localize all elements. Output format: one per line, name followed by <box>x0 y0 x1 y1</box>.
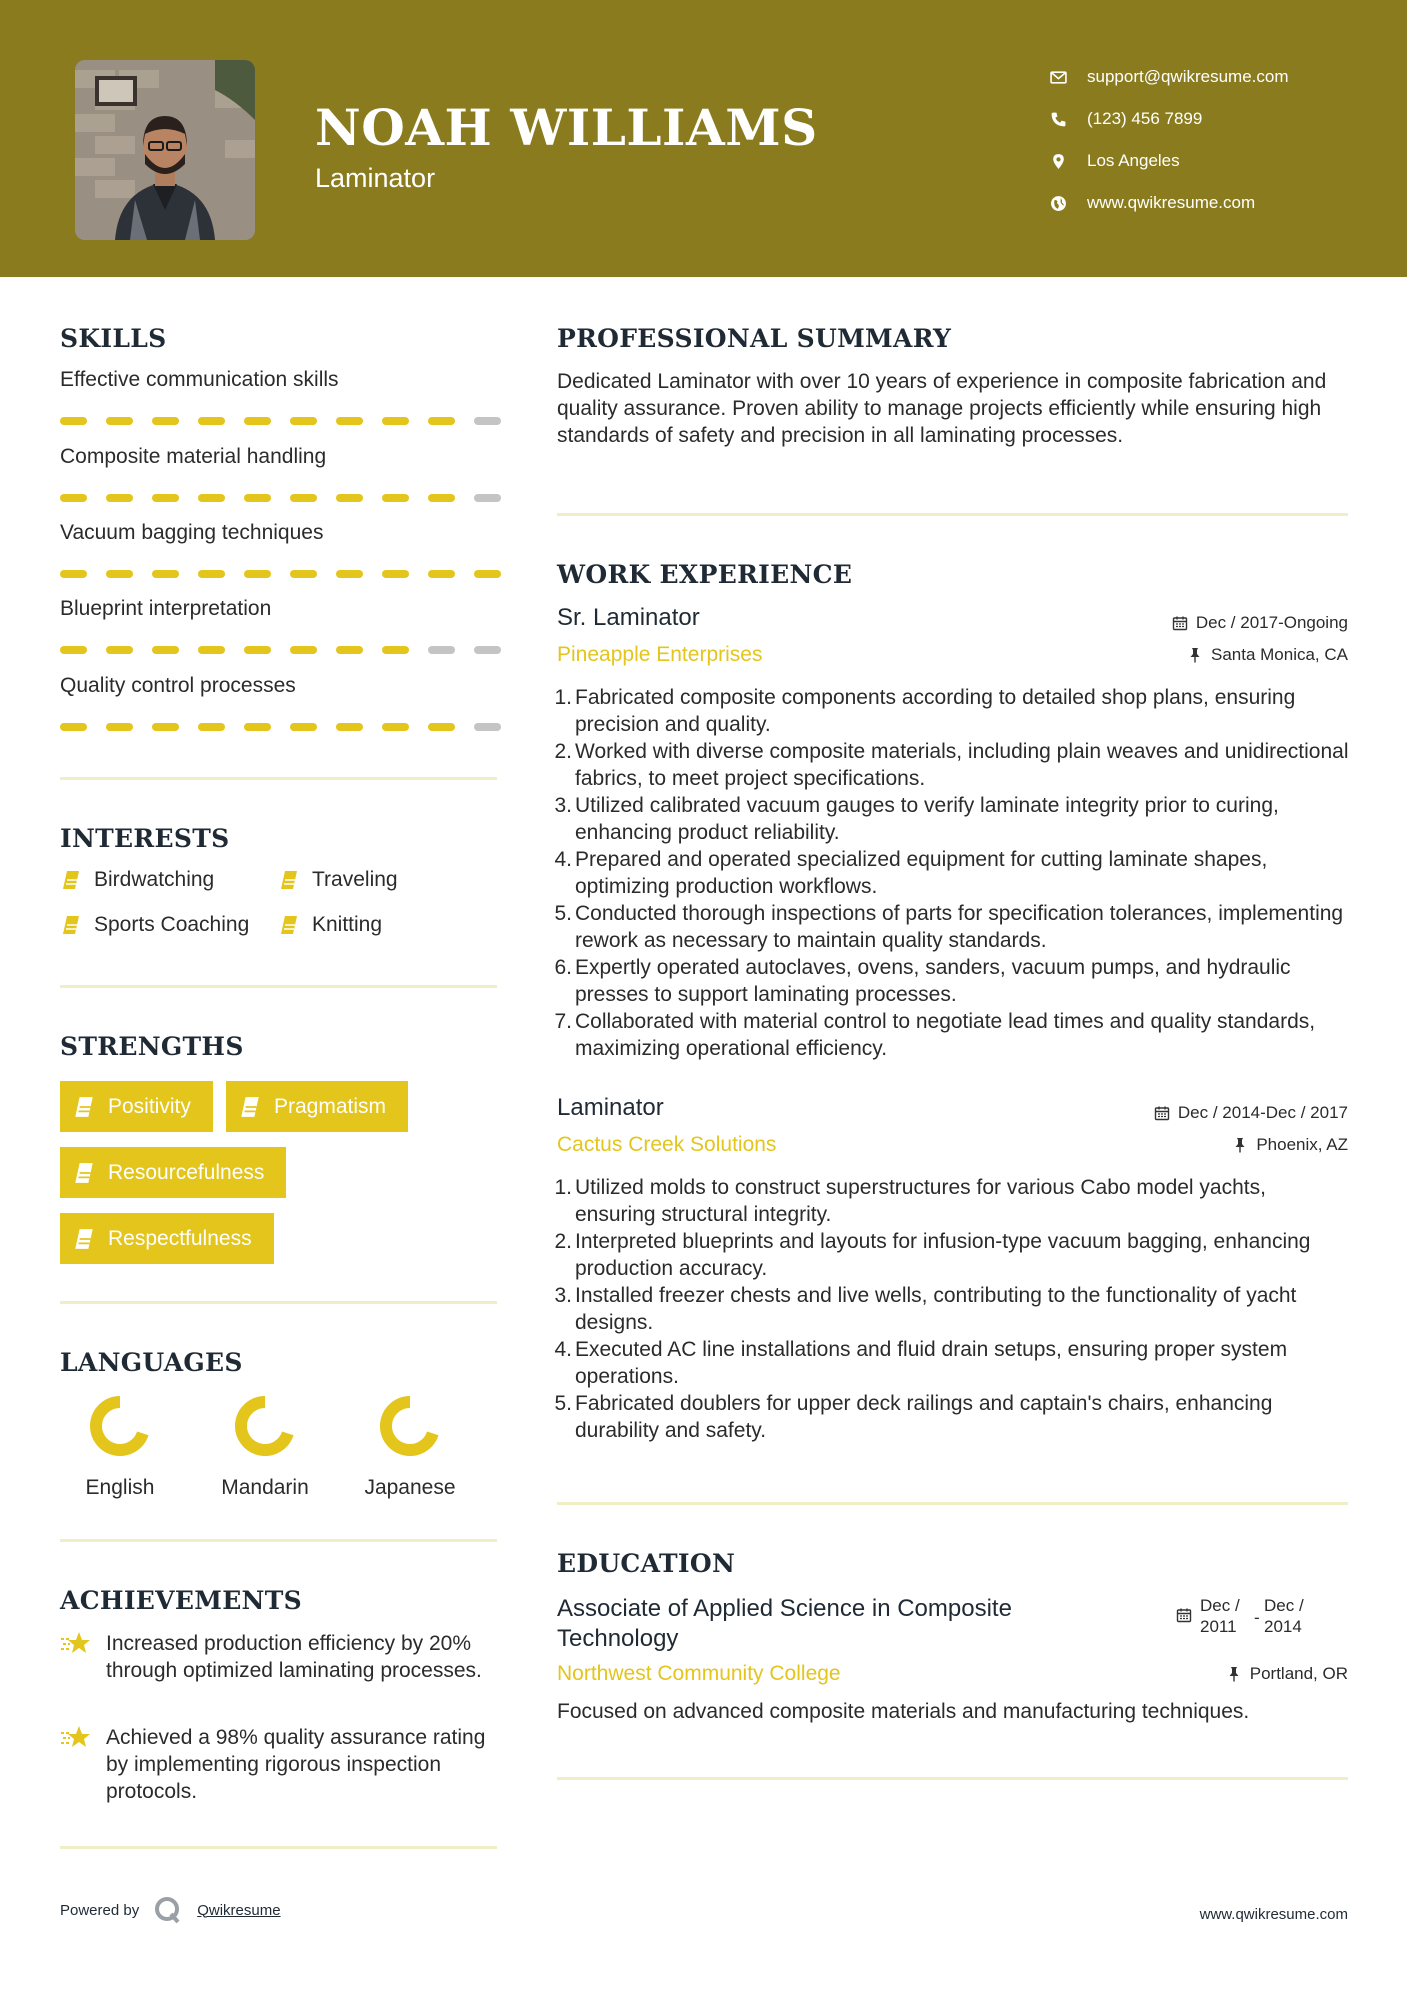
footer-powered-by <box>60 1895 281 1925</box>
edu-start-month: Dec / <box>1200 1596 1240 1615</box>
education-location <box>1226 1664 1348 1684</box>
company-name: Cactus Creek Solutions <box>557 1133 777 1156</box>
contact-website[interactable] <box>1050 182 1390 224</box>
summary-text: Dedicated Laminator with over 10 years of experience in composite fabrication and quality assurance. Proven ability to manage projects efficiently while ensuring high standards of safety and precision in all laminating processes. <box>557 370 1327 447</box>
skill-dot-filled <box>60 570 87 578</box>
strength-badge <box>60 1213 274 1264</box>
skill-dot-empty <box>428 646 455 654</box>
skill-dot-filled <box>290 417 317 425</box>
skill-dot-filled <box>106 494 133 502</box>
skill-dot-filled <box>382 417 409 425</box>
phone-icon <box>1050 111 1087 128</box>
job-location <box>1187 645 1348 665</box>
strength-badge <box>60 1147 286 1198</box>
skill-dot-filled <box>60 417 87 425</box>
edu-date-separator: - <box>1254 1608 1260 1627</box>
skill-dot-filled <box>336 646 363 654</box>
skill-label: Composite material handling <box>60 445 327 468</box>
job-location-text: Santa Monica, CA <box>1210 645 1348 664</box>
skills-heading: SKILLS <box>60 324 167 353</box>
language-name: English <box>85 1476 155 1499</box>
language-level-ring <box>380 1396 440 1456</box>
company-name: Pineapple Enterprises <box>557 643 763 666</box>
book-icon <box>60 914 82 936</box>
job-bullet: 5. Fabricated doublers for upper deck railings and captain's chairs, enhancing durability and safety. <box>554 1392 1273 1442</box>
skill-dot-filled <box>428 570 455 578</box>
job-bullet: 3. Installed freezer chests and live wells, contributing to the functionality of yacht designs. <box>554 1284 1297 1334</box>
skill-label: Effective communication skills <box>60 368 339 391</box>
skill-rating <box>60 417 520 425</box>
header-band <box>0 0 1407 277</box>
skill-dot-filled <box>244 417 271 425</box>
job-bullets <box>550 1174 1350 1444</box>
language-level-ring <box>235 1396 295 1456</box>
contact-phone-text: (123) 456 7899 <box>1087 109 1203 128</box>
calendar-icon <box>1172 615 1188 631</box>
job-dates-text: Dec / 2017-Ongoing <box>1195 613 1348 632</box>
job-bullets <box>550 684 1350 1062</box>
section-divider <box>60 777 497 780</box>
skill-label: Quality control processes <box>60 674 296 697</box>
contact-phone[interactable] <box>1050 98 1390 140</box>
education-heading: EDUCATION <box>557 1549 736 1578</box>
book-icon <box>278 914 300 936</box>
job-bullet: 3. Utilized calibrated vacuum gauges to verify laminate integrity prior to curing, enhancing product reliability. <box>554 794 1279 844</box>
skill-dot-filled <box>60 494 87 502</box>
section-divider <box>60 1846 497 1849</box>
qwikresume-logo-icon <box>153 1895 183 1925</box>
skill-dot-filled <box>290 723 317 731</box>
interest-label: Birdwatching <box>94 868 215 891</box>
skill-rating <box>60 723 520 731</box>
skill-dot-filled <box>382 494 409 502</box>
language-level-ring <box>90 1396 150 1456</box>
skill-dot-filled <box>428 494 455 502</box>
skill-dot-filled <box>106 646 133 654</box>
job-bullet: 7. Collaborated with material control to negotiate lead times and quality standards, maximizing operational efficiency. <box>554 1010 1316 1060</box>
interest-label: Traveling <box>312 868 398 891</box>
skill-dot-filled <box>198 417 225 425</box>
skill-dot-filled <box>152 723 179 731</box>
skill-rating <box>60 570 520 578</box>
book-icon <box>72 1161 96 1185</box>
skill-dot-filled <box>474 570 501 578</box>
job-dates <box>1172 613 1348 633</box>
skill-dot-filled <box>152 570 179 578</box>
contact-location <box>1050 140 1390 182</box>
skill-dot-filled <box>152 494 179 502</box>
skill-rating <box>60 494 520 502</box>
section-divider <box>60 1539 497 1542</box>
skill-dot-filled <box>106 570 133 578</box>
language-level-arc <box>241 1402 288 1450</box>
section-divider <box>60 985 497 988</box>
book-icon <box>278 869 300 891</box>
skill-dot-filled <box>198 494 225 502</box>
job-title: Laminator <box>557 1094 664 1121</box>
pushpin-icon <box>1226 1666 1242 1682</box>
interest-item <box>278 868 398 892</box>
education-description: Focused on advanced composite materials and manufacturing techniques. <box>557 1700 1250 1723</box>
book-icon <box>60 869 82 891</box>
achievement-item <box>60 1724 500 1805</box>
skill-dot-filled <box>428 723 455 731</box>
interest-item <box>278 913 382 937</box>
section-divider <box>557 1502 1348 1505</box>
strength-label: Respectfulness <box>108 1226 252 1250</box>
achievement-item <box>60 1630 500 1684</box>
edu-end-year: 2014 <box>1264 1617 1302 1636</box>
skill-dot-filled <box>336 723 363 731</box>
skill-rating <box>60 646 520 654</box>
skill-dot-filled <box>244 570 271 578</box>
job-bullet: 6. Expertly operated autoclaves, ovens, sanders, vacuum pumps, and hydraulic presses to support laminating processes. <box>554 956 1291 1006</box>
degree-line: Technology <box>557 1625 679 1652</box>
candidate-title: Laminator <box>315 163 436 193</box>
achievement-text: Achieved a 98% quality assurance rating by implementing rigorous inspection protocols. <box>106 1726 486 1803</box>
star-icon <box>60 1630 92 1658</box>
skill-label: Vacuum bagging techniques <box>60 521 324 544</box>
contact-list <box>1050 56 1390 224</box>
footer-website[interactable]: www.qwikresume.com <box>1199 1906 1348 1923</box>
skill-dot-filled <box>336 417 363 425</box>
map-pin-icon <box>1050 153 1087 170</box>
job-bullet: 5. Conducted thorough inspections of parts for specification tolerances, implementing rework as necessary to maintain quality standards. <box>554 902 1344 952</box>
calendar-icon <box>1154 1105 1170 1121</box>
strengths-heading: STRENGTHS <box>60 1032 244 1061</box>
language-name: Japanese <box>364 1476 456 1499</box>
skill-dot-filled <box>198 646 225 654</box>
skill-dot-filled <box>382 570 409 578</box>
edu-start-year: 2011 <box>1200 1617 1237 1636</box>
job-dates-text: Dec / 2014-Dec / 2017 <box>1177 1103 1348 1122</box>
skill-dot-empty <box>474 723 501 731</box>
contact-location-text: Los Angeles <box>1087 151 1180 170</box>
skill-dot-filled <box>244 646 271 654</box>
contact-email[interactable] <box>1050 56 1390 98</box>
envelope-icon <box>1050 69 1087 86</box>
skill-dot-filled <box>106 723 133 731</box>
interest-item <box>60 868 214 892</box>
skill-label: Blueprint interpretation <box>60 597 272 620</box>
interests-heading: INTERESTS <box>60 824 230 853</box>
contact-email-text: support@qwikresume.com <box>1087 67 1289 86</box>
qwikresume-link[interactable]: Qwikresume <box>197 1901 281 1919</box>
section-divider <box>557 1777 1348 1780</box>
skill-dot-filled <box>290 570 317 578</box>
strength-badge <box>60 1081 213 1132</box>
language-item <box>345 1396 475 1500</box>
job-title: Sr. Laminator <box>557 604 700 631</box>
language-level-arc <box>96 1402 143 1450</box>
strength-label: Pragmatism <box>274 1094 387 1118</box>
interest-label: Knitting <box>312 913 383 936</box>
education-dates <box>1176 1595 1304 1637</box>
profile-photo <box>75 60 255 240</box>
skill-dot-filled <box>290 494 317 502</box>
star-icon <box>60 1724 92 1752</box>
summary-heading: PROFESSIONAL SUMMARY <box>557 324 952 353</box>
degree-line: Associate of Applied Science in Composite <box>557 1595 1012 1622</box>
book-icon <box>238 1095 262 1119</box>
job-bullet: 4. Executed AC line installations and fluid drain setups, ensuring proper system operations. <box>554 1338 1288 1388</box>
skill-dot-filled <box>336 494 363 502</box>
job-bullet: 1. Utilized molds to construct superstructures for various Cabo model yachts, ensuring structural integrity. <box>554 1176 1266 1226</box>
language-item <box>55 1396 185 1500</box>
skill-dot-filled <box>336 570 363 578</box>
achievement-text: Increased production efficiency by 20% through optimized laminating processes. <box>106 1632 482 1682</box>
job-location-text: Phoenix, AZ <box>1256 1135 1348 1154</box>
experience-heading: WORK EXPERIENCE <box>557 560 853 589</box>
language-level-arc <box>386 1402 433 1450</box>
skill-dot-filled <box>106 417 133 425</box>
job-dates <box>1154 1103 1348 1123</box>
skill-dot-filled <box>152 646 179 654</box>
skill-dot-filled <box>290 646 317 654</box>
skill-dot-empty <box>474 417 501 425</box>
skill-dot-filled <box>60 723 87 731</box>
book-icon <box>72 1095 96 1119</box>
skill-dot-filled <box>382 646 409 654</box>
candidate-name: NOAH WILLIAMS <box>315 98 818 157</box>
job-bullet: 2. Interpreted blueprints and layouts for infusion-type vacuum bagging, enhancing production accuracy. <box>554 1230 1311 1280</box>
strength-label: Positivity <box>108 1094 191 1118</box>
job-bullet: 1. Fabricated composite components according to detailed shop plans, ensuring precision and quality. <box>554 686 1296 736</box>
interest-item <box>60 913 249 937</box>
globe-icon <box>1050 195 1087 212</box>
skill-dot-filled <box>60 646 87 654</box>
contact-website-text: www.qwikresume.com <box>1087 193 1256 212</box>
skill-dot-filled <box>244 723 271 731</box>
skill-dot-filled <box>428 417 455 425</box>
skill-dot-filled <box>198 723 225 731</box>
book-icon <box>72 1227 96 1251</box>
job-location <box>1232 1135 1348 1155</box>
job-bullet: 4. Prepared and operated specialized equipment for cutting laminate shapes, optimizing production workflows. <box>554 848 1268 898</box>
school-name: Northwest Community College <box>557 1662 841 1685</box>
pushpin-icon <box>1232 1137 1248 1153</box>
language-item <box>200 1396 330 1500</box>
interest-label: Sports Coaching <box>94 913 250 936</box>
education-location-text: Portland, OR <box>1249 1664 1348 1683</box>
skill-dot-filled <box>382 723 409 731</box>
section-divider <box>557 513 1348 516</box>
skill-dot-filled <box>152 417 179 425</box>
skill-dot-filled <box>198 570 225 578</box>
powered-by-text: Powered by <box>60 1901 140 1919</box>
achievements-heading: ACHIEVEMENTS <box>60 1586 302 1615</box>
language-name: Mandarin <box>221 1476 309 1499</box>
skill-dot-filled <box>244 494 271 502</box>
skill-dot-empty <box>474 646 501 654</box>
skill-dot-empty <box>474 494 501 502</box>
job-bullet: 2. Worked with diverse composite materials, including plain weaves and unidirectional fabrics, to meet project specifications. <box>554 740 1349 790</box>
strength-badge <box>226 1081 408 1132</box>
languages-heading: LANGUAGES <box>60 1348 243 1377</box>
strength-label: Resourcefulness <box>108 1160 265 1184</box>
calendar-icon <box>1176 1607 1192 1623</box>
degree-title <box>557 1594 1012 1654</box>
edu-end-month: Dec / <box>1264 1596 1304 1615</box>
pushpin-icon <box>1187 647 1203 663</box>
section-divider <box>60 1301 497 1304</box>
